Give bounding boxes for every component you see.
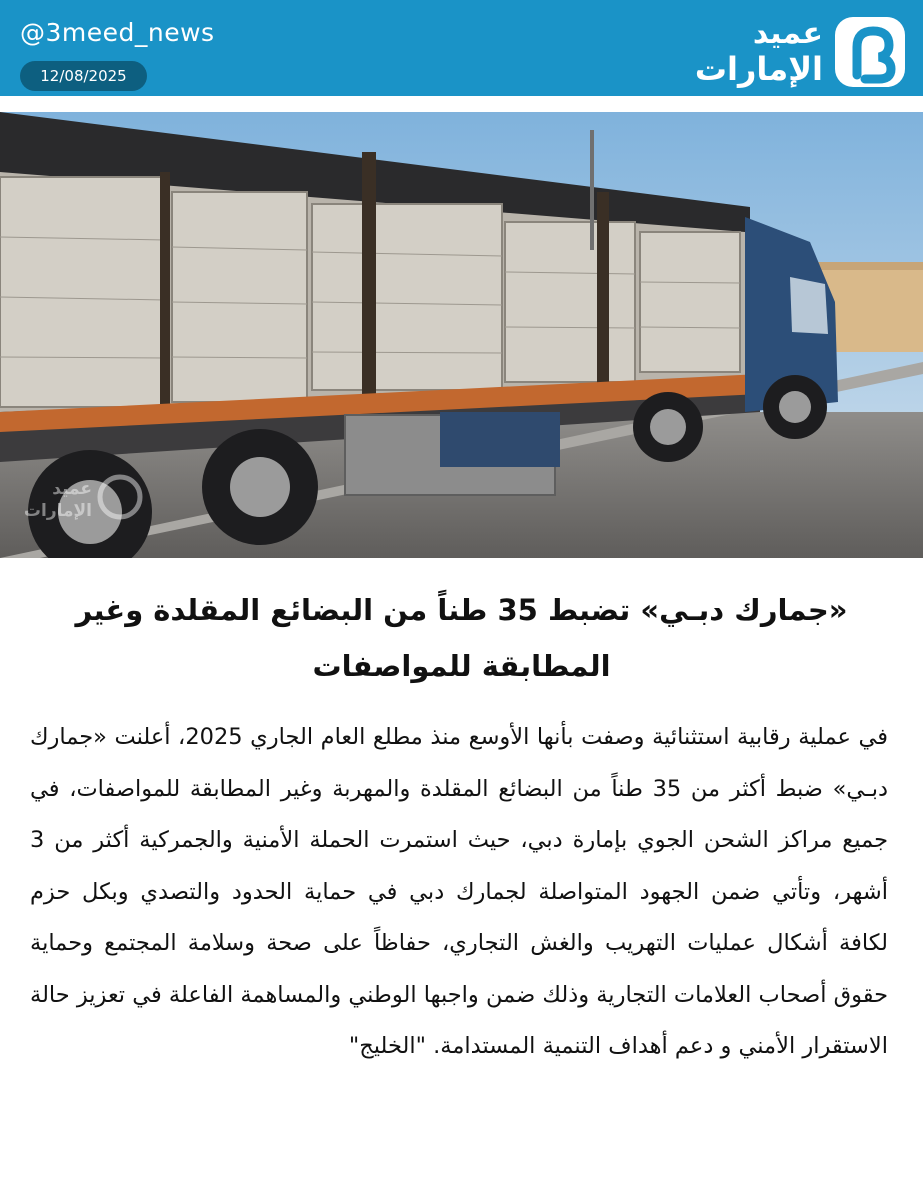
brand-wordmark [694, 16, 823, 88]
account-handle[interactable]: @3meed_news [20, 18, 215, 47]
brand-name-bottom: الإمارات [694, 50, 823, 88]
news-photo [0, 112, 923, 558]
header-bar [0, 0, 923, 102]
brand-mark-icon [835, 17, 905, 87]
brand-logo[interactable] [695, 14, 905, 90]
article-headline: «جمارك دبـي» تضبط 35 طناً من البضائع المقلدة وغير المطابقة للمواصفات [75, 593, 848, 683]
brand-name-top: عميد [752, 16, 823, 51]
date-badge: 12/08/2025 [20, 61, 147, 91]
truck-photo-illustration [0, 112, 923, 558]
watermark-top: عميد [52, 479, 92, 499]
watermark-bottom: الإمارات [23, 501, 92, 521]
article-body: في عملية رقابية استثنائية وصفت بأنها الأوسع منذ مطلع العام الجاري 2025، أعلنت «جمارك دبـي» ضبط أكثر من 35 طناً من البضائع المقلدة والمهربة وغير المطابقة للمواصفات، في جميع مراكز الشحن الجوي بإمارة دبي، حيث استمرت الحملة الأمنية والجمركية أكثر من 3 أشهر، وتأتي ضمن الجهود المتواصلة لجمارك دبي في حماية الحدود والتصدي وبكل حزم لكافة أشكال عمليات التهريب والغش التجاري، حفاظاً على صحة وسلامة المجتمع وحماية حقوق أصحاب العلامات التجارية وذلك ضمن واجبها الوطني والمساهمة الفاعلة في تعزيز حالة الاستقرار الأمني و دعم أهداف التنمية المستدامة. "الخليج" [30, 724, 888, 1059]
